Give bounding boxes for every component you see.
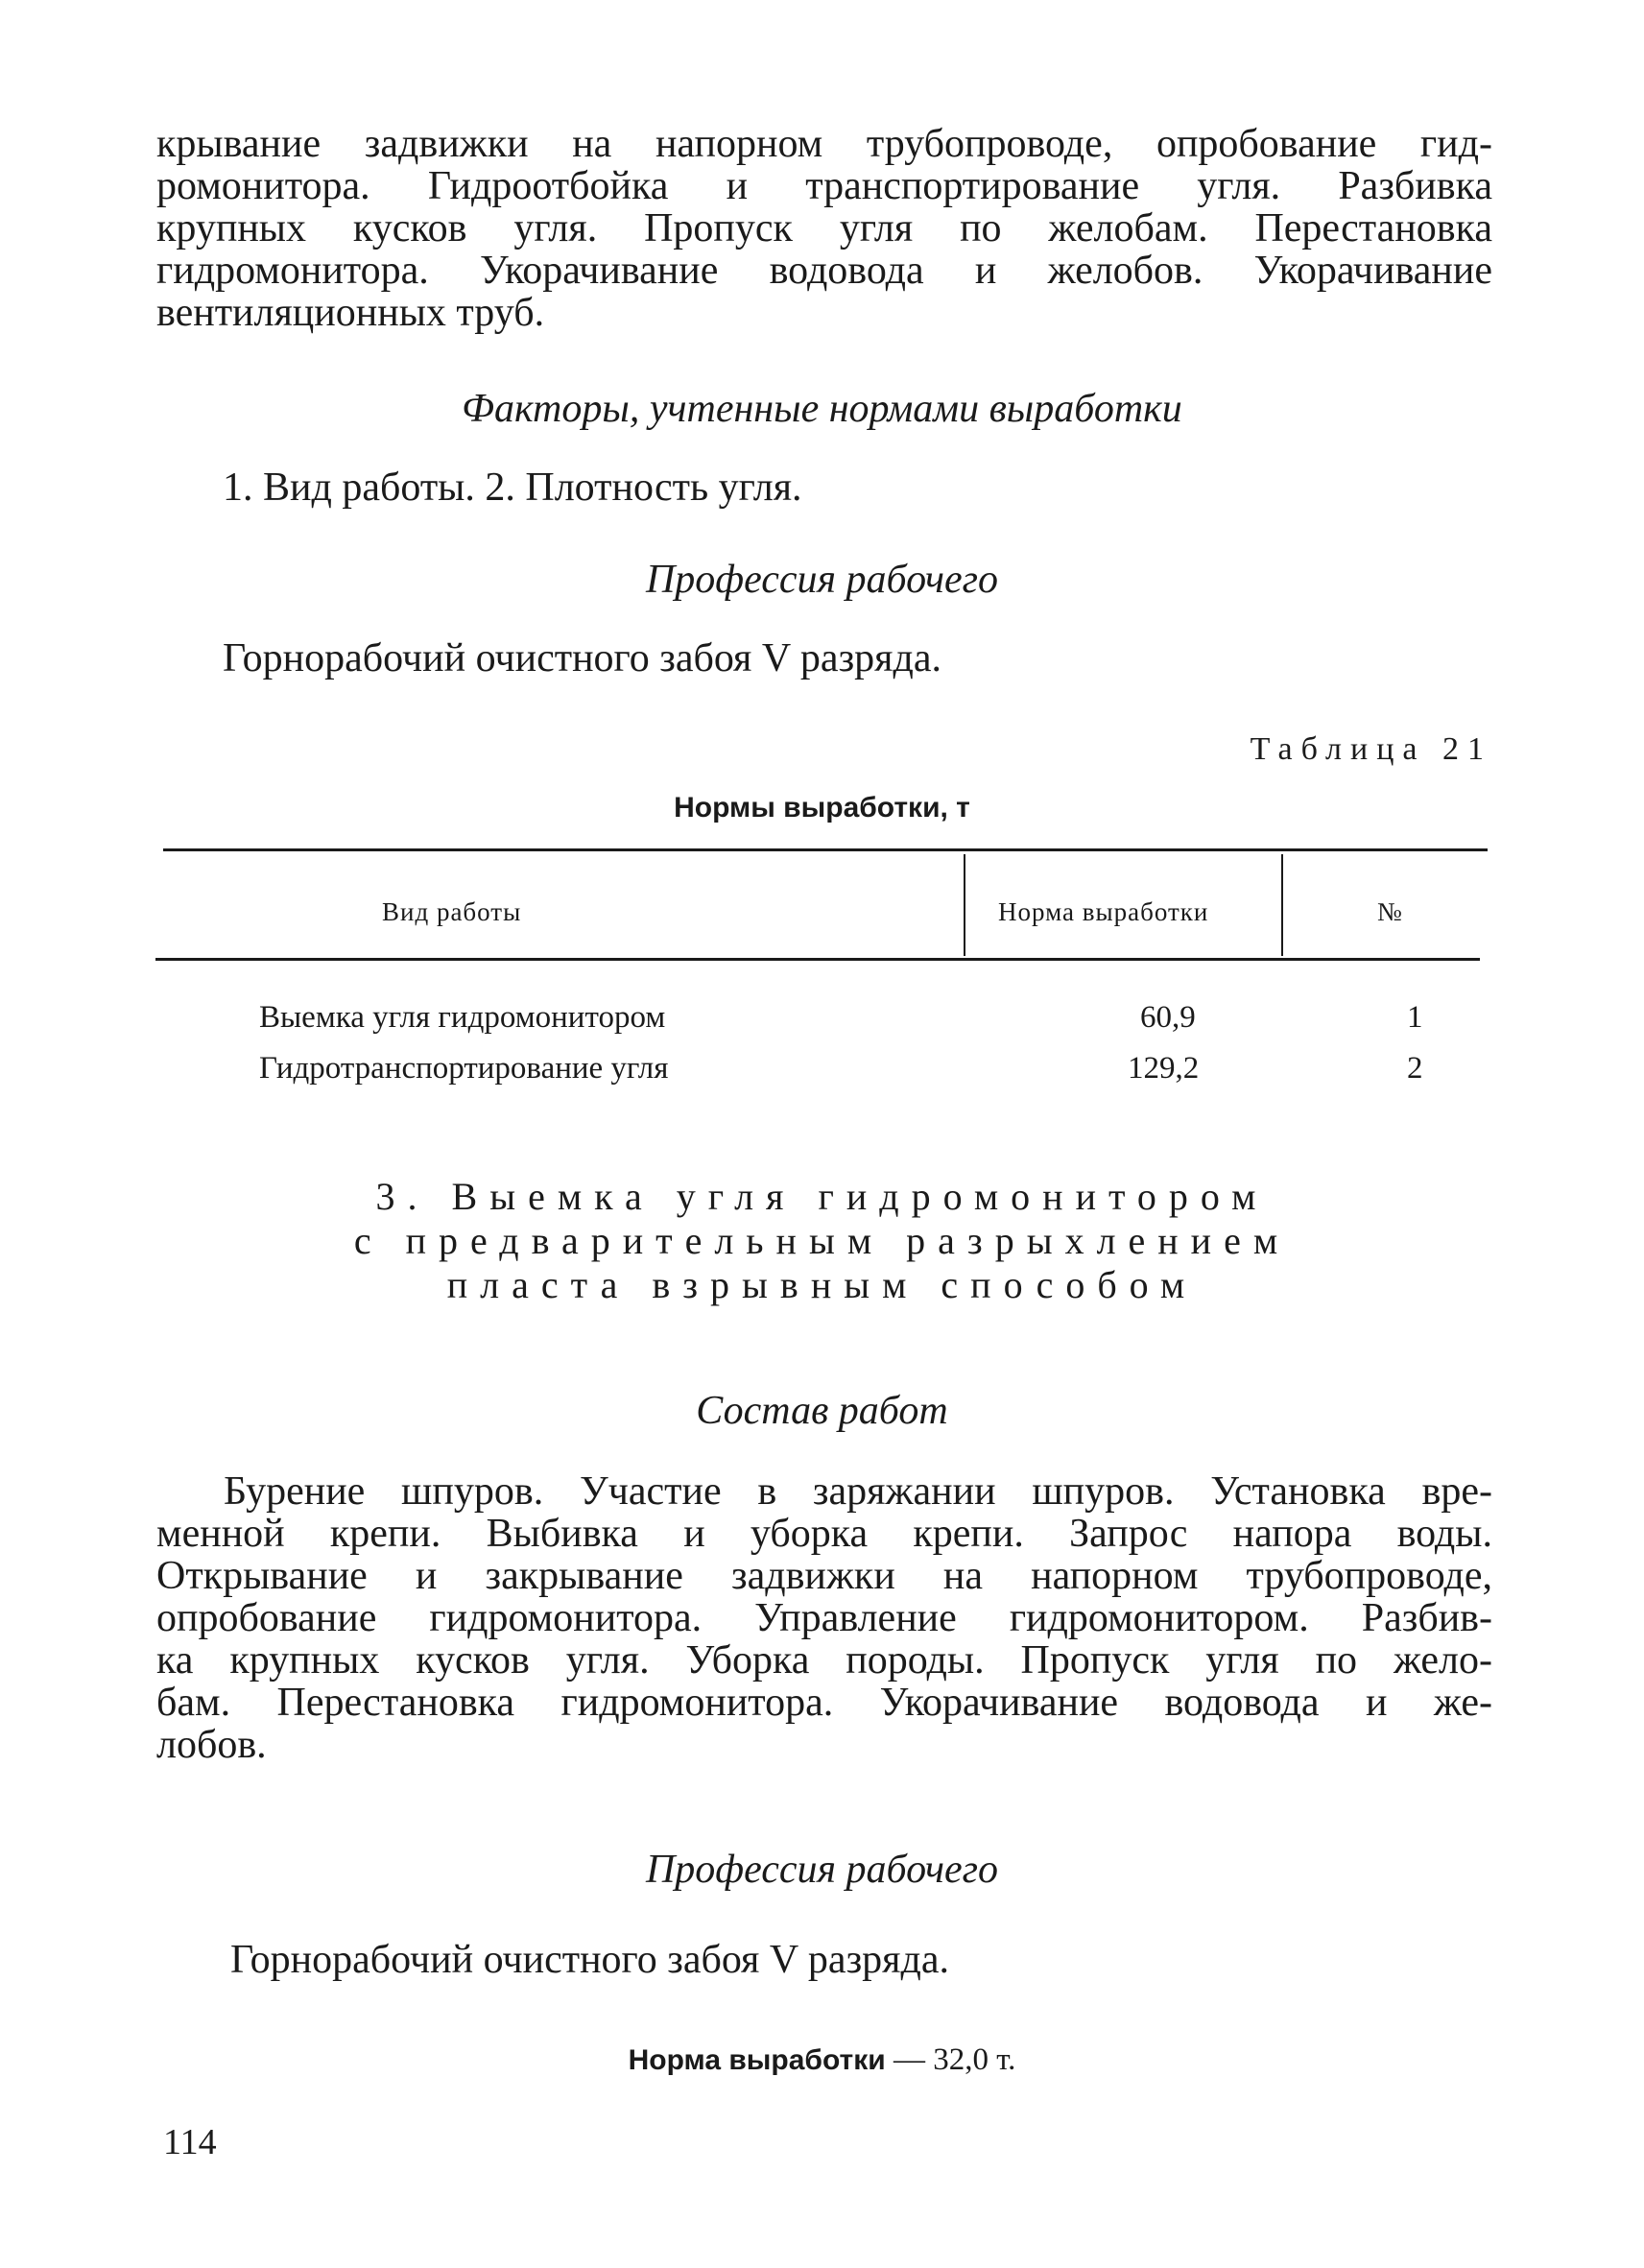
intro-paragraph [156, 123, 1492, 334]
composition-line: Бурение шпуров. Участие в заряжании шпуров. Установка вре- [224, 1469, 1492, 1514]
intro-line: ромонитора. Гидроотбойка и транспортирование угля. Разбивка [156, 164, 1492, 208]
table-top-rule [163, 848, 1488, 851]
page-number: 114 [163, 2122, 217, 2162]
table-column-divider [1281, 854, 1283, 956]
table-header-rule [155, 958, 1480, 961]
table-cell-number: 2 [1407, 1051, 1423, 1086]
table-cell-work: Гидротранспортирование угля [259, 1051, 669, 1086]
table-cell-norm: 129,2 [1128, 1051, 1200, 1086]
table-header-number: № [1377, 897, 1403, 926]
table-title: Нормы выработки, т [674, 792, 970, 824]
norm-line [0, 2039, 1644, 2082]
intro-line: вентиляционных труб. [156, 291, 545, 335]
intro-line: крупных кусков угля. Пропуск угля по желобам. Перестановка [156, 206, 1492, 251]
table-column-divider [964, 854, 965, 956]
factors-text: 1. Вид работы. 2. Плотность угля. [223, 466, 802, 510]
section-title-line: пласта взрывным способом [446, 1263, 1198, 1306]
table-cell-norm: 60,9 [1140, 1000, 1196, 1035]
norm-label: Норма выработки [628, 2044, 886, 2076]
table-label: Таблица 21 [1250, 731, 1492, 767]
composition-paragraph [156, 1470, 1492, 1766]
intro-line: гидромонитора. Укорачивание водовода и желобов. Укорачивание [156, 249, 1492, 293]
composition-line: опробование гидромонитора. Управление гидромонитором. Разбив- [156, 1596, 1492, 1640]
table-header-work: Вид работы [382, 897, 522, 926]
profession-text: Горнорабочий очистного забоя V разряда. [230, 1938, 949, 1982]
composition-line: бам. Перестановка гидромонитора. Укорачивание водовода и же- [156, 1681, 1492, 1725]
table-cell-work: Выемка угля гидромонитором [259, 1000, 666, 1035]
norm-value: — 32,0 т. [893, 2042, 1016, 2077]
composition-line: ка крупных кусков угля. Уборка породы. Пропуск угля по жело- [156, 1638, 1492, 1683]
intro-line: крывание задвижки на напорном трубопроводе, опробование гид- [156, 122, 1492, 166]
section-title-line: с предварительным разрыхлением [353, 1219, 1291, 1262]
factors-heading: Факторы, учтенные нормами выработки [462, 387, 1182, 431]
composition-line: лобов. [156, 1723, 267, 1767]
table-cell-number: 1 [1407, 1000, 1423, 1035]
table-header-norm: Норма выработки [998, 897, 1209, 926]
profession-heading: Профессия рабочего [645, 558, 999, 602]
composition-line: менной крепи. Выбивка и уборка крепи. Запрос напора воды. [156, 1512, 1492, 1556]
composition-heading: Состав работ [696, 1389, 948, 1433]
section-title-line: 3. Выемка угля гидромонитором [375, 1175, 1269, 1218]
profession-text: Горнорабочий очистного забоя V разряда. [223, 636, 941, 680]
composition-line: Открывание и закрывание задвижки на напорном трубопроводе, [156, 1554, 1492, 1598]
profession-heading: Профессия рабочего [645, 1848, 999, 1892]
